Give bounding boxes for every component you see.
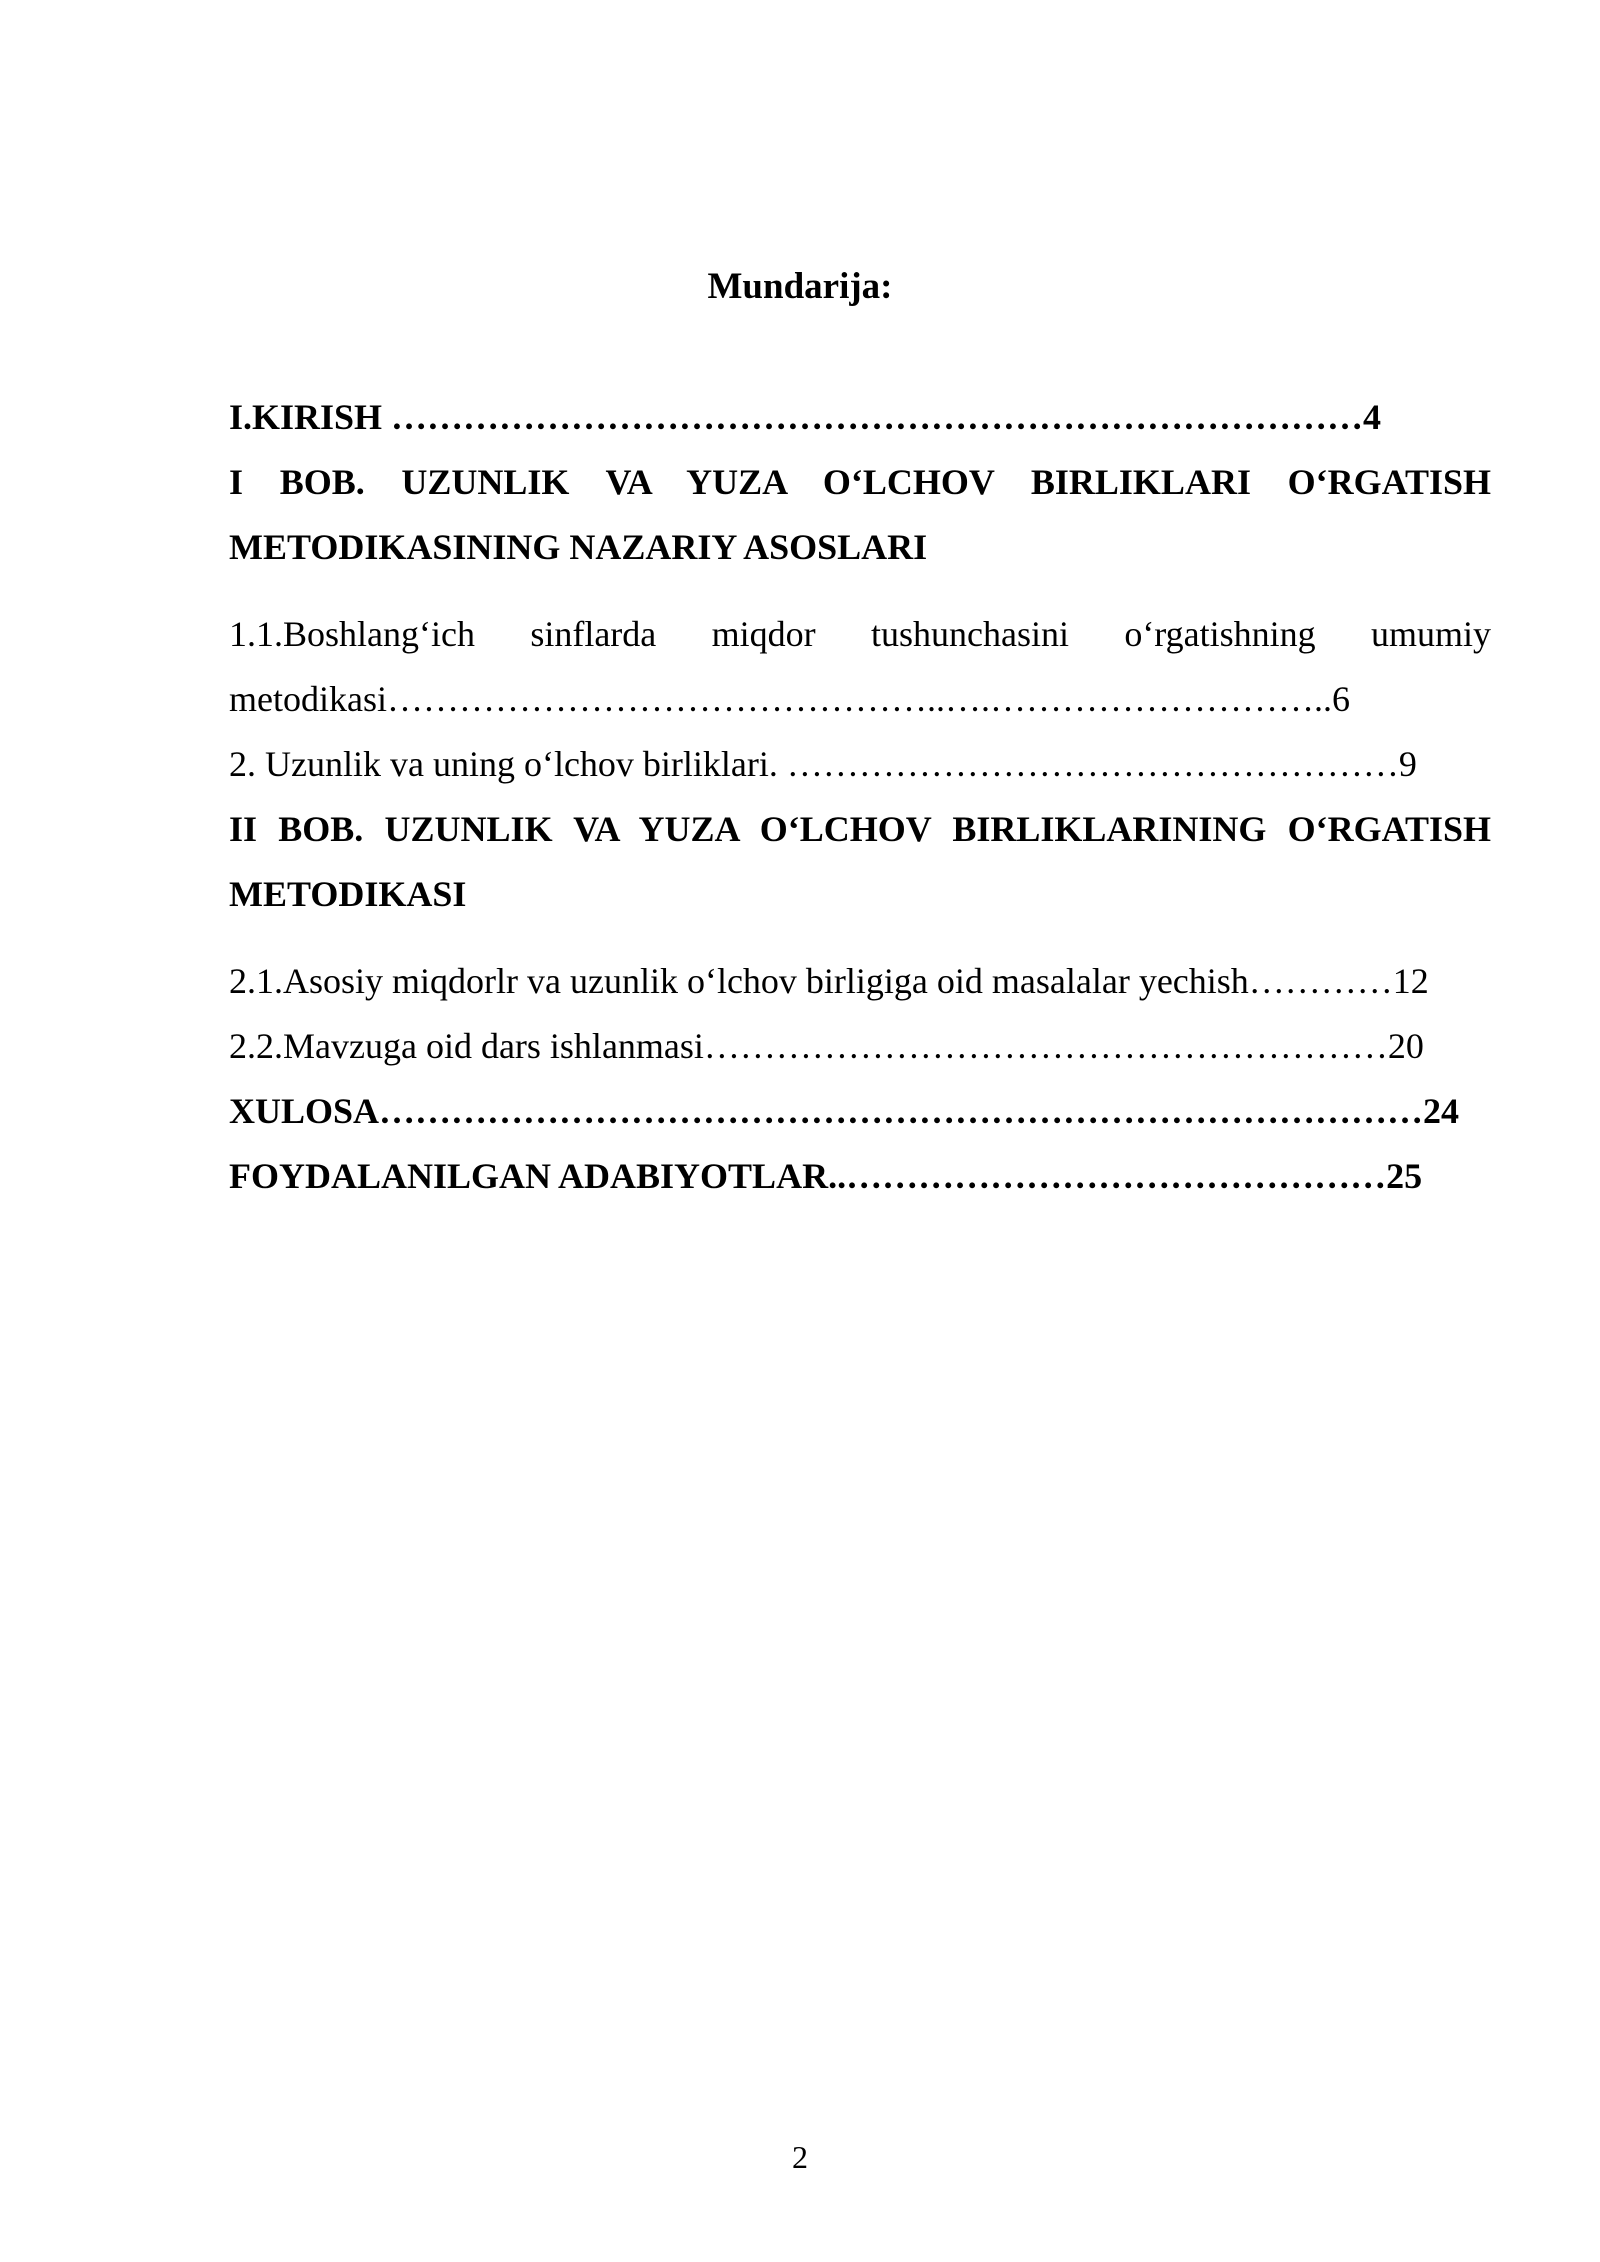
toc-chapter-2-title-line-1: II BOB. UZUNLIK VA YUZA O‘LCHOV BIRLIKLARINING O‘RGATISH [229, 809, 1491, 849]
toc-entry-kirish: I.KIRISH ………………………………………………………………………4 [229, 397, 1382, 437]
toc-chapter-1-title-line-2: METODIKASINING NAZARIY ASOSLARI [229, 527, 928, 567]
page-title: Mundarija: [707, 266, 893, 307]
toc-entry-1-1-line-2: metodikasi………………………………………..….………………………..6 [229, 679, 1350, 719]
page-number: 2 [792, 2139, 808, 2175]
toc-entry-2: 2. Uzunlik va uning o‘lchov birliklari. ……………………………………………9 [229, 744, 1417, 784]
toc-entry-2-1: 2.1.Asosiy miqdorlr va uzunlik o‘lchov birligiga oid masalalar yechish…………12 [229, 961, 1429, 1001]
toc-entry-xulosa: XULOSA……………………………………………………………………………24 [229, 1091, 1460, 1131]
toc-chapter-1-title-line-1: I BOB. UZUNLIK VA YUZA O‘LCHOV BIRLIKLARI O‘RGATISH [229, 462, 1491, 502]
toc-entry-1-1-line-1: 1.1.Boshlang‘ich sinflarda miqdor tushunchasini o‘rgatishning umumiy [229, 614, 1491, 654]
toc-entry-2-2: 2.2.Mavzuga oid dars ishlanmasi…………………………………………………20 [229, 1026, 1424, 1066]
toc-chapter-2-title-line-2: METODIKASI [229, 874, 467, 914]
toc-entry-adabiyotlar: FOYDALANILGAN ADABIYOTLAR..………………………………………25 [229, 1156, 1423, 1196]
